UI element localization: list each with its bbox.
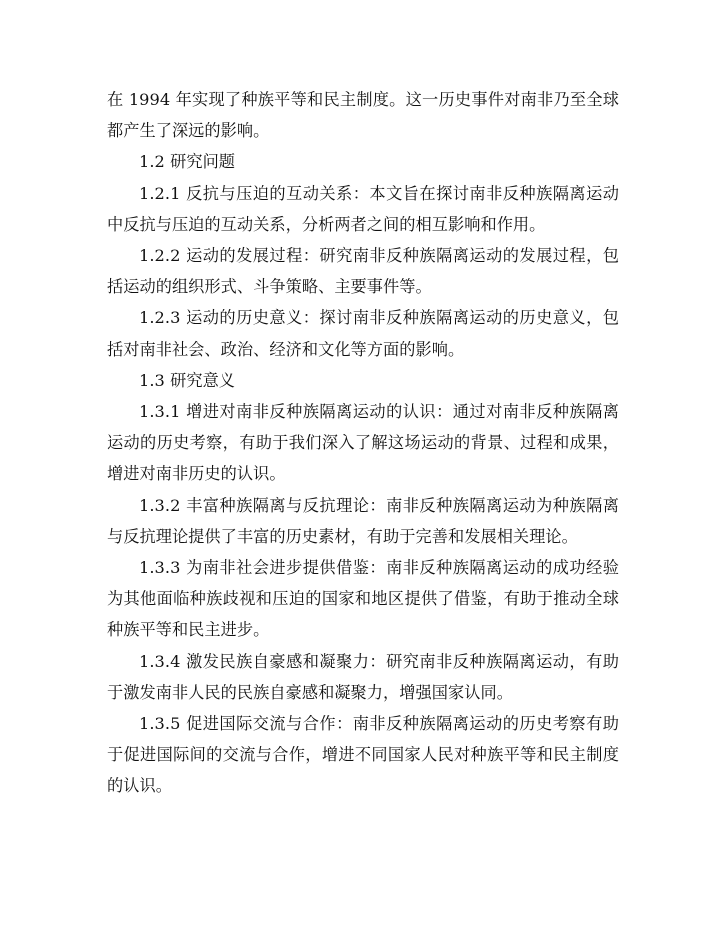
paragraph-intro-continuation: 在 1994 年实现了种族平等和民主制度。这一历史事件对南非乃至全球都产生了深远的影响。 xyxy=(107,90,619,141)
document-body xyxy=(107,84,619,802)
paragraph-question-3: 1.2.3 运动的历史意义：探讨南非反种族隔离运动的历史意义，包括对南非社会、政治、经济和文化等方面的影响。 xyxy=(107,308,619,359)
paragraph-question-2: 1.2.2 运动的发展过程：研究南非反种族隔离运动的发展过程，包括运动的组织形式、斗争策略、主要事件等。 xyxy=(107,246,619,297)
paragraph-significance-5: 1.3.5 促进国际交流与合作：南非反种族隔离运动的历史考察有助于促进国际间的交流与合作，增进不同国家人民对种族平等和民主制度的认识。 xyxy=(107,714,619,796)
section-heading-research-significance: 1.3 研究意义 xyxy=(139,370,236,390)
paragraph-significance-4: 1.3.4 激发民族自豪感和凝聚力：研究南非反种族隔离运动，有助于激发南非人民的民族自豪感和凝聚力，增强国家认同。 xyxy=(107,651,619,702)
paragraph-significance-1: 1.3.1 增进对南非反种族隔离运动的认识：通过对南非反种族隔离运动的历史考察，有助于我们深入了解这场运动的背景、过程和成果，增进对南非历史的认识。 xyxy=(107,402,619,484)
paragraph-significance-3: 1.3.3 为南非社会进步提供借鉴：南非反种族隔离运动的成功经验为其他面临种族歧视和压迫的国家和地区提供了借鉴，有助于推动全球种族平等和民主进步。 xyxy=(107,558,619,640)
paragraph-significance-2: 1.3.2 丰富种族隔离与反抗理论：南非反种族隔离运动为种族隔离与反抗理论提供了丰富的历史素材，有助于完善和发展相关理论。 xyxy=(107,495,619,546)
paragraph-question-1: 1.2.1 反抗与压迫的互动关系：本文旨在探讨南非反种族隔离运动中反抗与压迫的互动关系，分析两者之间的相互影响和作用。 xyxy=(107,183,619,234)
section-heading-research-questions: 1.2 研究问题 xyxy=(139,152,236,172)
